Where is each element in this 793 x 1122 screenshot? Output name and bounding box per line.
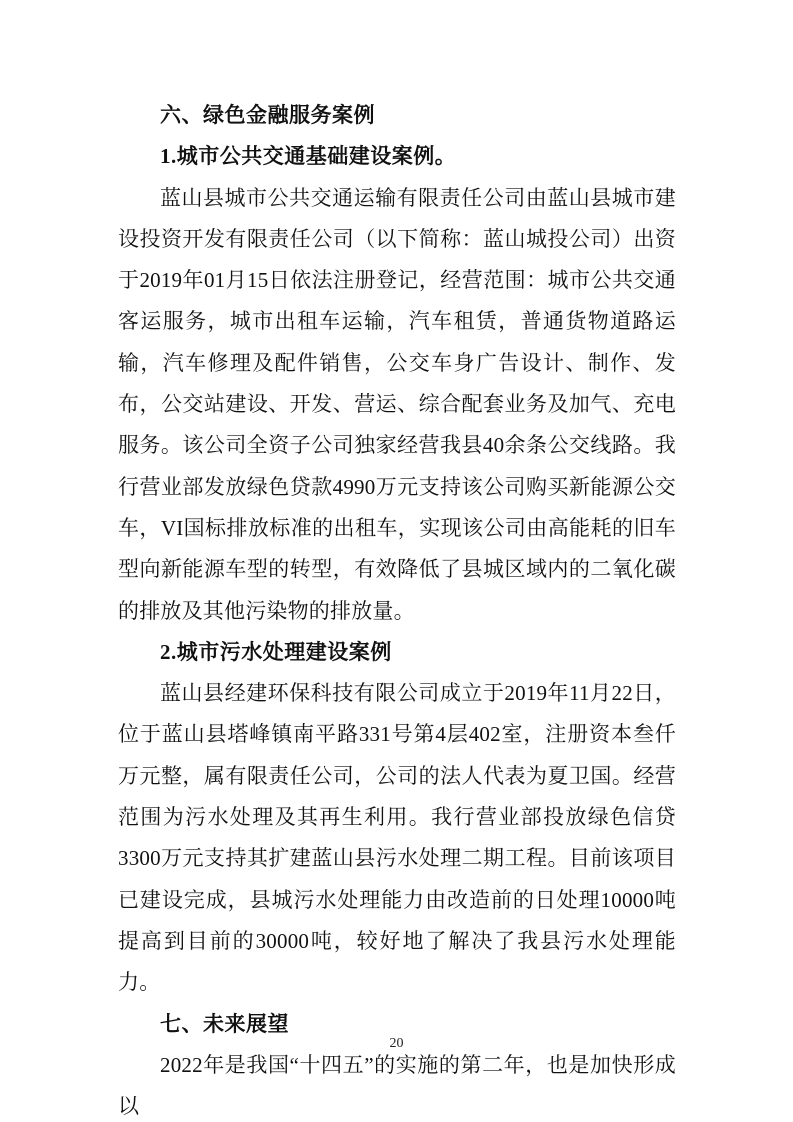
paragraph-case2-sewage-treatment: 蓝山县经建环保科技有限公司成立于2019年11月22日，位于蓝山县塔峰镇南平路331号第4层402室，注册资本叁仟万元整，属有限责任公司，公司的法人代表为夏卫国。经营范围为污水处理及其再生利用。我行营业部投放绿色信贷3300万元支持其扩建蓝山县污水处理二期工程。目前该项目已建设完成，县城污水处理能力由改造前的日处理10000吨提高到目前的30000吨，较好地了解决了我县污水处理能力。	[118, 681, 676, 995]
subheading-case2-sewage-treatment: 2.城市污水处理建设案例	[160, 639, 392, 664]
page-content	[118, 95, 676, 1122]
section-heading-green-finance-cases: 六、绿色金融服务案例	[160, 103, 375, 127]
paragraph-future-outlook: 2022年是我国“十四五”的实施的第二年，也是加快形成以	[118, 1052, 676, 1119]
section-heading-future-outlook: 七、未来展望	[160, 1011, 289, 1036]
subheading-case1-public-transport: 1.城市公共交通基础建设案例。	[160, 144, 457, 169]
page-number: 20	[389, 1036, 404, 1051]
paragraph-case1-public-transport: 蓝山县城市公共交通运输有限责任公司由蓝山县城市建设投资开发有限责任公司（以下简称：蓝山城投公司）出资于2019年01月15日依法注册登记，经营范围：城市公共交通客运服务，城市出租车运输，汽车租赁，普通货物道路运输，汽车修理及配件销售，公交车身广告设计、制作、发布，公交站建设、开发、营运、综合配套业务及加气、充电服务。该公司全资子公司独家经营我县40余条公交线路。我行营业部发放绿色贷款4990万元支持该公司购买新能源公交车，VI国标排放标准的出租车，实现该公司由高能耗的旧车型向新能源车型的转型，有效降低了县城区域内的二氧化碳的排放及其他污染物的排放量。	[118, 185, 676, 623]
